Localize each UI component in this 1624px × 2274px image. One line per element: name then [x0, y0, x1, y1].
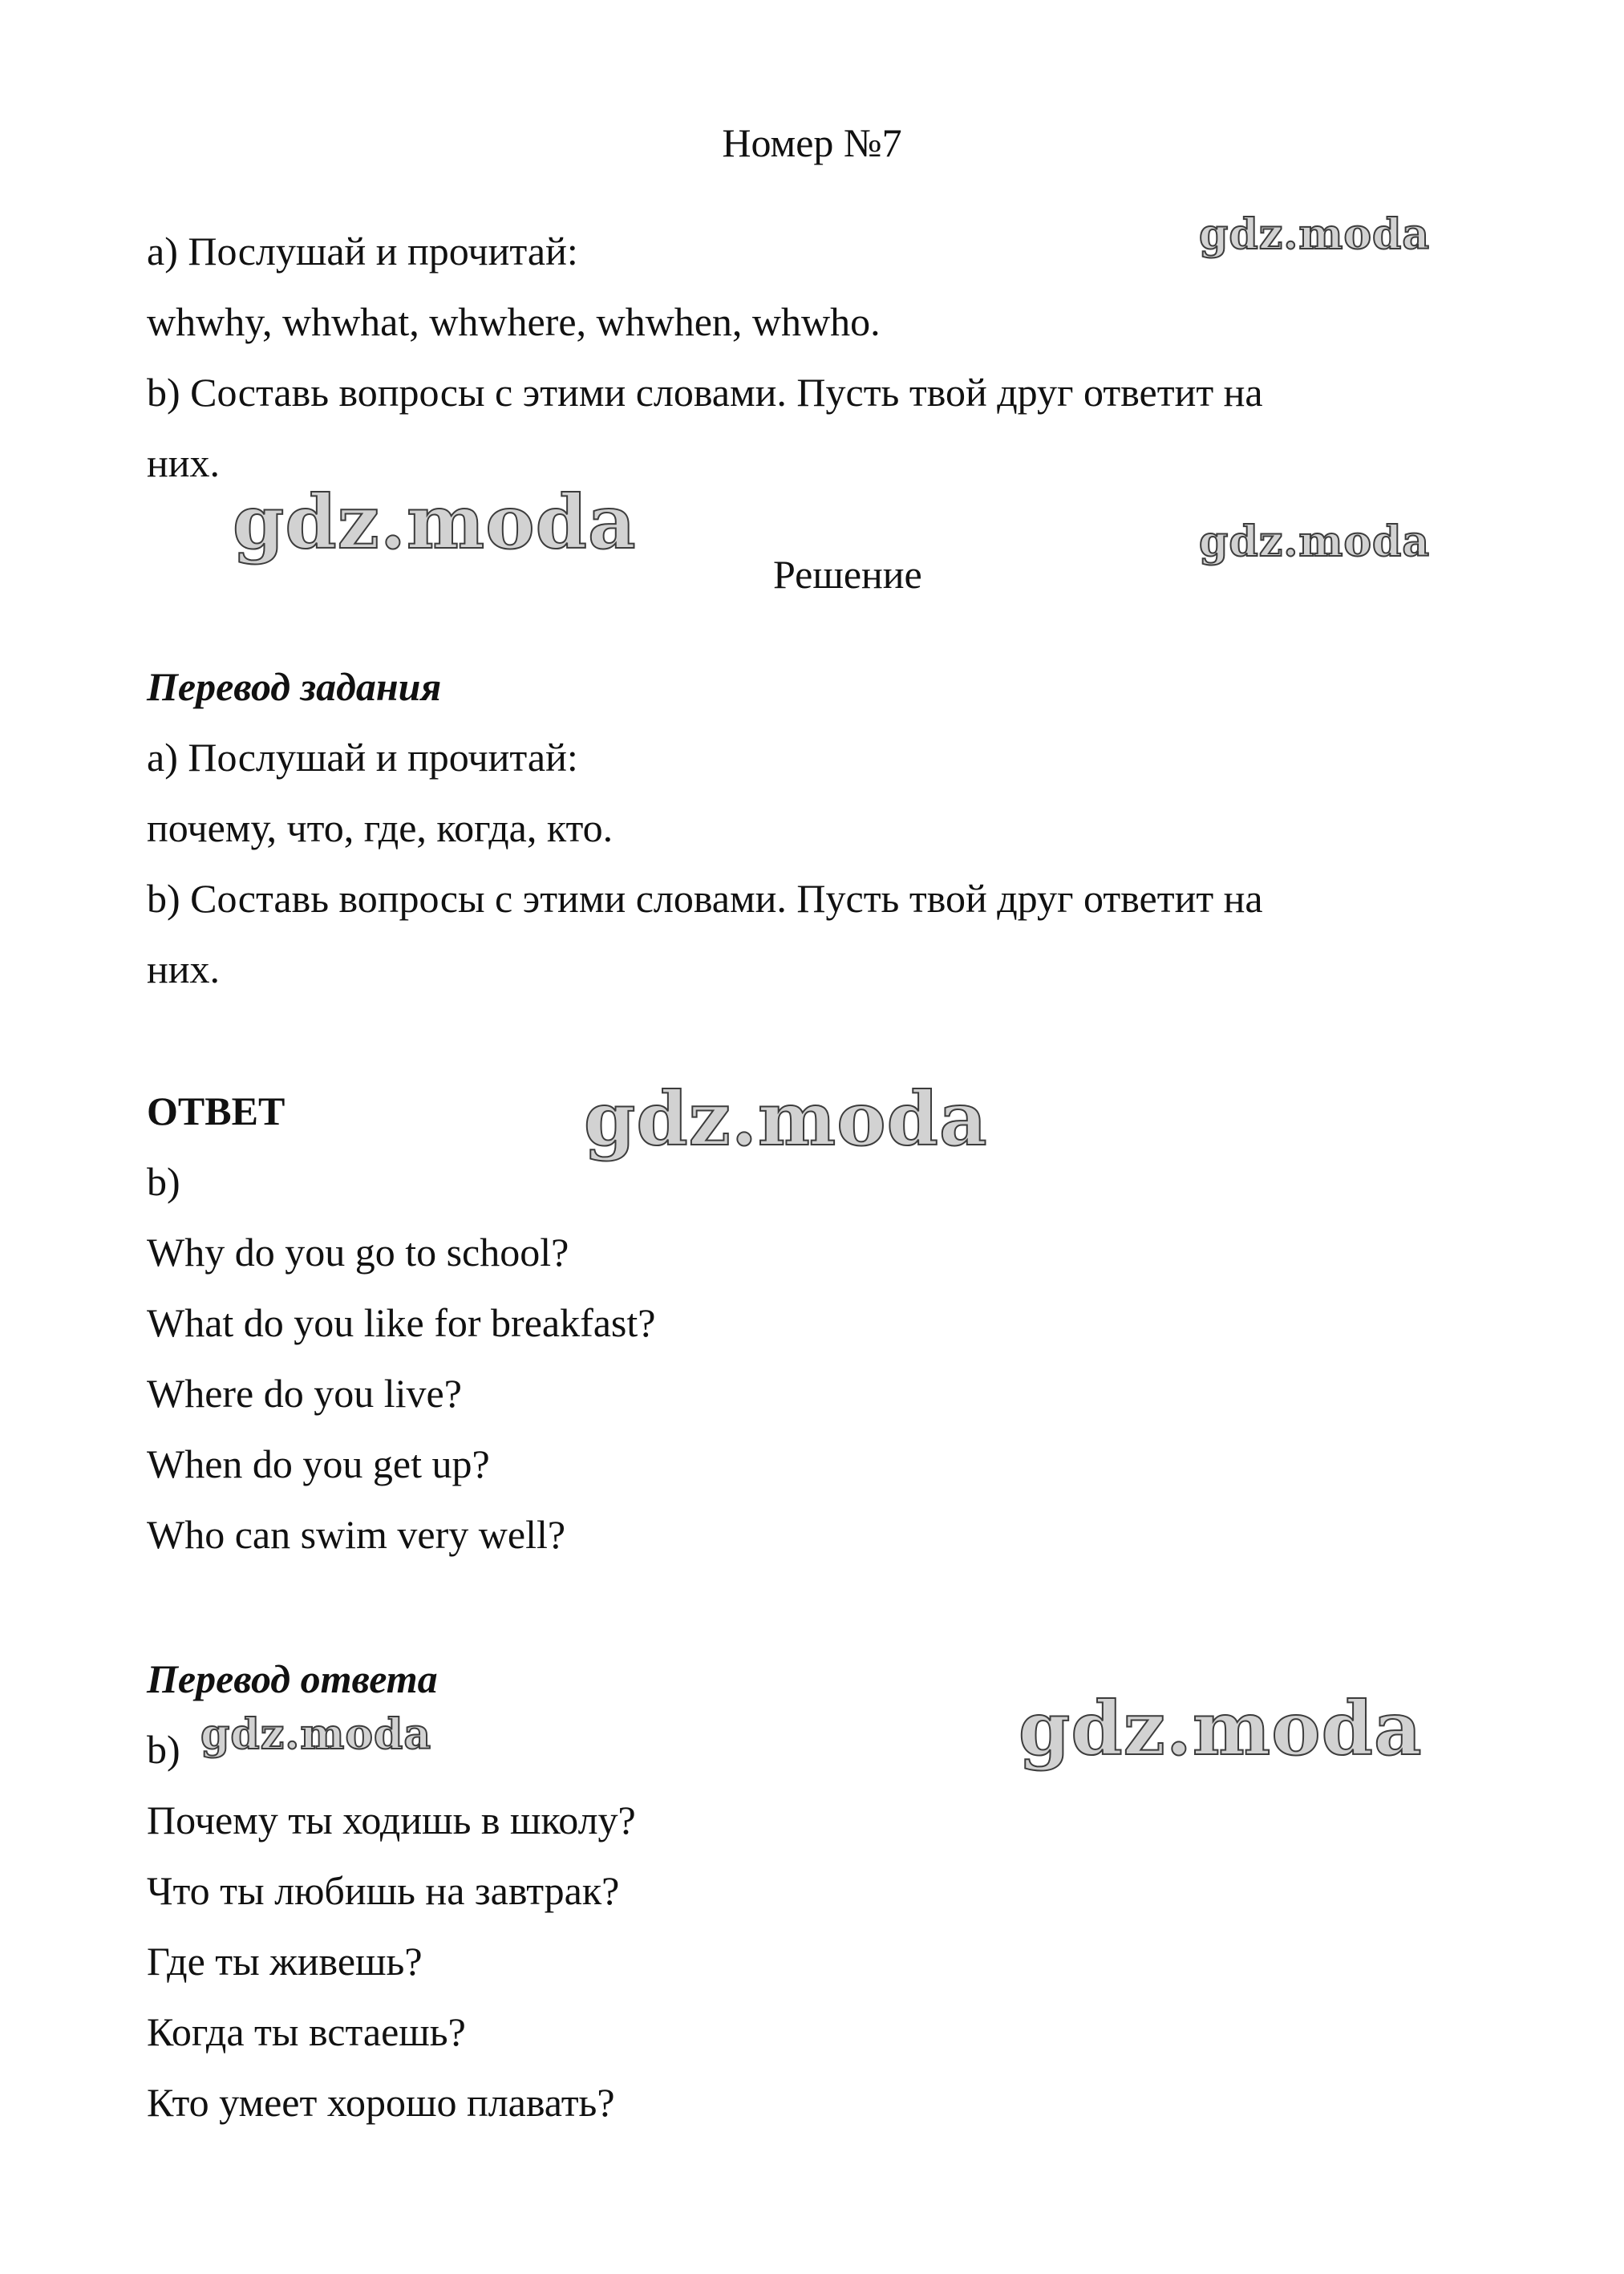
answer-heading: ОТВЕТ [147, 1088, 286, 1133]
answer-translation-question: Когда ты встаешь? [147, 2009, 466, 2054]
solution-heading: Решение [773, 552, 922, 597]
task-translation-b-line-continued: них. [147, 946, 221, 991]
answer-translation-heading: Перевод ответа [147, 1656, 438, 1701]
task-b-line: b) Составь вопросы с этими словами. Пусть твой друг ответит на [147, 370, 1263, 415]
answer-question: When do you get up? [147, 1441, 490, 1486]
answer-question: Why do you go to school? [147, 1230, 569, 1275]
answer-question: Who can swim very well? [147, 1512, 566, 1557]
task-translation-a-words: почему, что, где, когда, кто. [147, 805, 614, 850]
task-translation-heading: Перевод задания [147, 664, 442, 709]
watermark: gdz.moda [1199, 517, 1431, 566]
watermark: gdz.moda [1199, 210, 1431, 259]
task-a-line: a) Послушай и прочитай: [147, 229, 578, 274]
task-translation-b-line: b) Составь вопросы с этими словами. Пусть твой друг ответит на [147, 876, 1263, 921]
task-b-line-continued: них. [147, 440, 221, 485]
answer-question: What do you like for breakfast? [147, 1300, 656, 1345]
watermark: gdz.moda [233, 479, 637, 565]
answer-label: b) [147, 1159, 180, 1204]
task-a-words: whwhy, whwhat, whwhere, whwhen, whwho. [147, 299, 881, 344]
watermark: gdz.moda [1019, 1685, 1423, 1772]
answer-translation-label: b) [147, 1727, 180, 1772]
watermark: gdz.moda [584, 1076, 988, 1162]
answer-question: Where do you live? [147, 1371, 462, 1416]
task-translation-a-line: a) Послушай и прочитай: [147, 735, 578, 780]
watermark: gdz.moda [200, 1710, 432, 1759]
answer-translation-question: Что ты любишь на завтрак? [147, 1868, 620, 1913]
page-title: Номер №7 [722, 120, 902, 165]
answer-translation-question: Где ты живешь? [147, 1939, 423, 1984]
answer-translation-question: Кто умеет хорошо плавать? [147, 2080, 615, 2125]
answer-translation-question: Почему ты ходишь в школу? [147, 1798, 636, 1842]
